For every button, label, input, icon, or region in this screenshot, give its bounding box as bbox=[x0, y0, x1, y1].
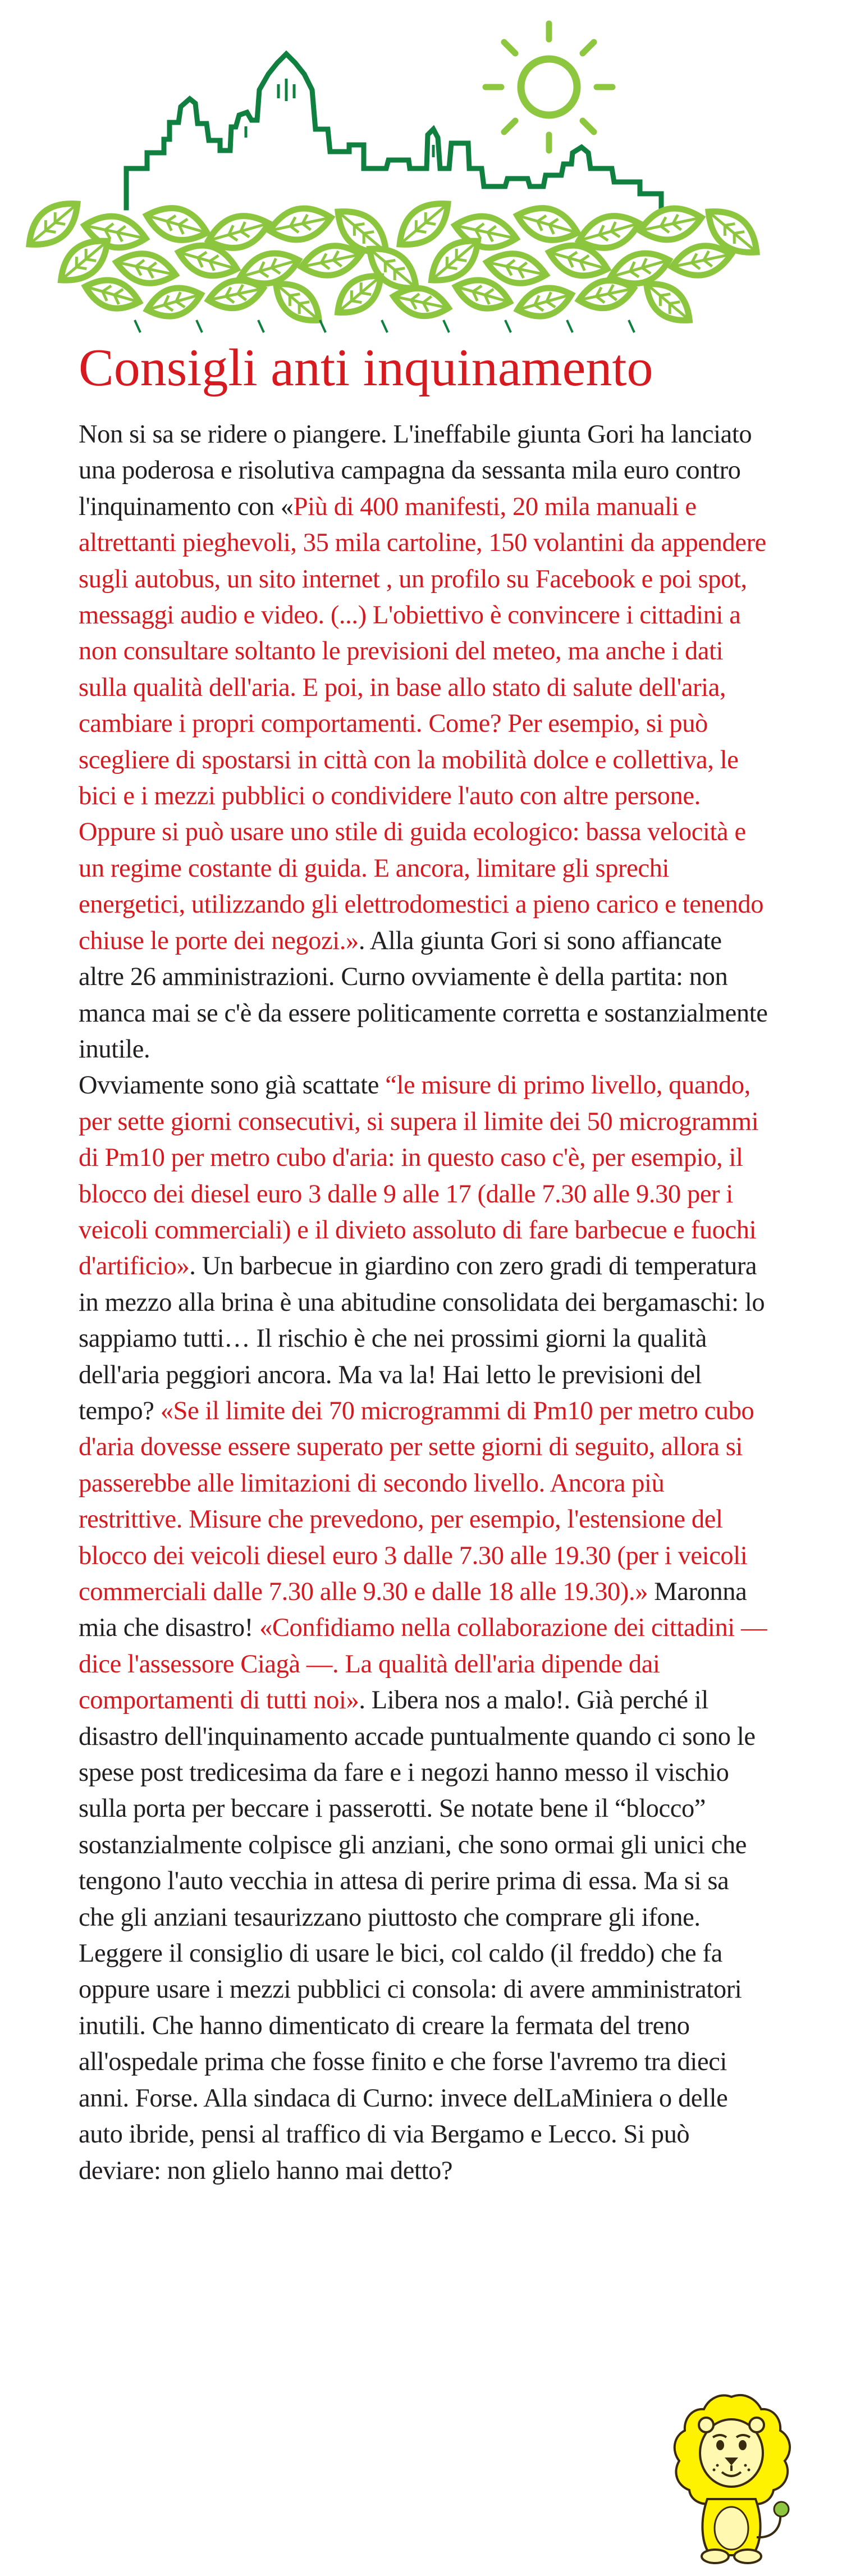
leaf-stem bbox=[505, 320, 511, 332]
article-text: Ovviamente sono già scattate bbox=[79, 1071, 386, 1100]
page-title: Consigli anti inquinamento bbox=[79, 339, 653, 397]
article-text: . Un barbecue in giardino con zero gradi di temperatura in mezzo alla brina è una abitudine consolidata dei bergamaschi: lo sappiamo tutti… Il rischio è che nei prossimi giorni la qualità dell'aria peggiori ancora. Ma va la! Hai letto le previsioni del tempo? bbox=[79, 1252, 765, 1425]
leaf bbox=[513, 200, 582, 247]
article-quote: «Confidiamo nella collaborazione dei cittadini — dice l'assessore Ciagà —. La qualità dell'aria dipende dai comportamenti di tutti noi» bbox=[79, 1613, 767, 1715]
article-text: . Libera nos a malo!. Già perché il disastro dell'inquinamento accade puntualmente quando ci sono le spese post tredicesima da fare e i negozi hanno messo il vischio sulla porta per beccare i passerotti. Se notate bene il “blocco” sostanzialmente colpisce gli anziani, che sono ormai gli unici che tengono l'auto vecchia in attesa di perire prima di essa. Ma si sa che gli anziani tesaurizzano piuttosto che comprare gli ifone. bbox=[79, 1686, 756, 1932]
leaf bbox=[267, 273, 327, 330]
leaf bbox=[638, 273, 698, 330]
leaf bbox=[637, 203, 705, 245]
lion-mascot-icon bbox=[661, 2387, 802, 2566]
article-paragraph-1 bbox=[79, 417, 769, 1068]
article-quote: “le misure di primo livello, quando, per sette giorni consecutivi, si supera il limite dei 50 microgrammi di Pm10 per metro cubo d'aria: in questo caso c'è, per esempio, il blocco dei diesel euro 3 dalle 9 alle 17 (dalle 7.30 alle 9.30 per i veicoli commerciali) e il divieto assoluto di fare barbecue e fuochi d'artificio» bbox=[79, 1071, 759, 1281]
article-text: Non si sa se ridere o piangere. L'ineffabile giunta Gori ha lanciato una poderosa e risolutiva campagna da sessanta mila euro contro l'inquinamento con « bbox=[79, 420, 752, 521]
leaf-stem bbox=[258, 320, 264, 332]
sun-icon bbox=[486, 24, 612, 151]
leaf bbox=[514, 281, 575, 323]
leaf-stem bbox=[320, 320, 326, 332]
leaf bbox=[143, 200, 212, 247]
leaf-stem bbox=[567, 320, 573, 332]
article-quote: «Se il limite dei 70 microgrammi di Pm10 per metro cubo d'aria dovesse essere superato per sette giorni di seguito, allora si passerebbe alle limitazioni di secondo livello. Ancora più restrittive. Misure che prevedono, per esempio, l'estensione del blocco dei veicoli diesel euro 3 dalle 7.30 alle 19.30 (per i veicoli commerciali dalle 7.30 alle 9.30 e dalle 18 alle 19.30).» bbox=[79, 1396, 754, 1606]
article-body bbox=[79, 417, 769, 2189]
leaf-garland-icon bbox=[20, 192, 767, 332]
city-skyline-icon bbox=[126, 54, 661, 209]
article-text: Maronna mia che disastro! bbox=[79, 1577, 747, 1643]
article-text: . Alla giunta Gori si sono affiancate altre 26 amministrazioni. Curno ovviamente è della partita: non manca mai se c'è da essere politicamente corretta e sostanzialmente inutile. bbox=[79, 926, 768, 1064]
article-paragraph-3 bbox=[79, 1936, 769, 2189]
leaf-stem bbox=[443, 320, 449, 332]
leaf-stem bbox=[629, 320, 634, 332]
article-text: Leggere il consiglio di usare le bici, col caldo (il freddo) che fa oppure usare i mezzi pubblici ci consola: di avere amministratori inutili. Che hanno dimenticato di creare la fermata del treno all'ospedale prima che fosse finito e che forse l'avremo tra dieci anni. Forse. Alla sindaca di Curno: invece delLaMiniera o delle auto ibride, pensi al traffico di via Bergamo e Lecco. Si può deviare: non glielo hanno mai detto? bbox=[79, 1939, 742, 2185]
header-illustration bbox=[0, 0, 842, 337]
skyline-windows bbox=[246, 79, 433, 157]
leaf-stem bbox=[382, 320, 387, 332]
leaf-stem bbox=[196, 320, 202, 332]
leaf bbox=[267, 203, 335, 245]
article-paragraph-2 bbox=[79, 1068, 769, 1936]
leaf bbox=[143, 281, 204, 323]
article-quote: Più di 400 manifesti, 20 mila manuali e altrettanti pieghevoli, 35 mila cartoline, 150 volantini da appendere sugli autobus, un sito internet , un profilo su Facebook e poi spot, messaggi audio e video. (...) L'obiettivo è convincere i cittadini a non consultare soltanto le previsioni del meteo, ma anche i dati sulla qualità dell'aria. E poi, in base allo stato di salute dell'aria, cambiare i propri comportamenti. Come? Per esempio, si può scegliere di spostarsi in città con la mobilità dolce e collettiva, le bici e i mezzi pubblici o condividere l'auto con altre persone. Oppure si può usare uno stile di guida ecologico: bassa velocità e un regime costante di guida. E ancora, limitare gli sprechi energetici, utilizzando gli elettrodomestici a pieno carico e tenendo chiuse le porte dei negozi.» bbox=[79, 492, 766, 955]
leaf-stem bbox=[135, 320, 140, 332]
